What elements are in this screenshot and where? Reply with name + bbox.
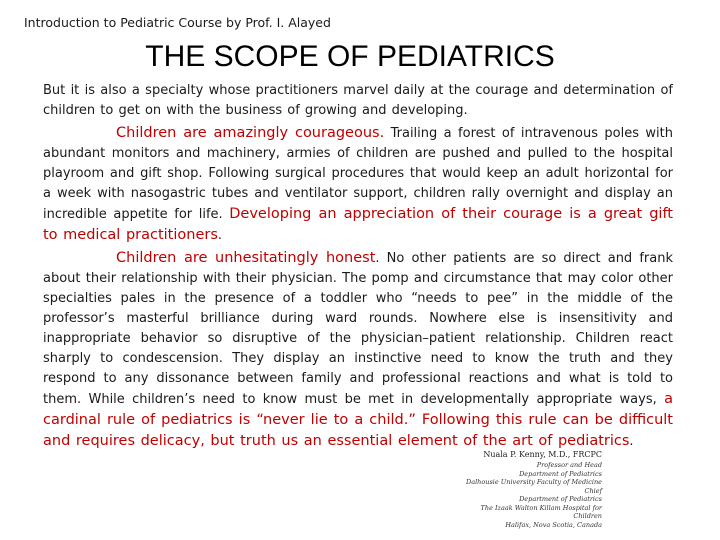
body-text bbox=[43, 81, 673, 452]
author-title-line: Professor and Head bbox=[536, 461, 602, 469]
author-name: Nuala P. Kenny, M.D., FRCPC bbox=[483, 450, 602, 459]
paragraph-intro: But it is also a specialty whose practitioners marvel daily at the courage and determination of children to get on with the business of growing and developing. bbox=[43, 83, 673, 118]
author-title-line: The Izaak Walton Killam Hospital for Children bbox=[480, 503, 602, 520]
honesty-heading: Children are unhesitatingly honest bbox=[116, 250, 376, 266]
author-title-line: Dalhousie University Faculty of Medicine bbox=[466, 478, 602, 486]
courage-heading: Children are amazingly courageous. bbox=[116, 125, 385, 141]
courage-emphasis: Developing an appreciation of their courage is a great gift to medical practitioners bbox=[43, 206, 673, 243]
honesty-text: . No other patients are so direct and frank about their relationship with their physician. The pomp and circumstance that may color other specialties pales in the presence of a toddler who “needs to pee” in the middle of the professor’s masterful brilliance during ward rounds. Nowhere else is insensitivity and inappropriate behavior so disruptive of the physician–patient relationship. Children react sharply to condescension. They display an instinctive need to know the truth and they respond to any dissonance between family and professional reactions and what is told to them. While children’s need to know must be met in developmentally appropriate ways, bbox=[43, 251, 673, 407]
paragraph-courage bbox=[43, 123, 673, 246]
courage-end: . bbox=[217, 228, 223, 243]
author-signature bbox=[462, 449, 602, 529]
paragraph-honesty bbox=[43, 248, 673, 452]
course-header: Introduction to Pediatric Course by Prof. I. Alayed bbox=[24, 15, 331, 30]
honesty-end: . bbox=[629, 434, 634, 449]
author-title-line: Halifax, Nova Scotia, Canada bbox=[505, 520, 602, 529]
author-title-line: Chief bbox=[584, 486, 602, 495]
page-title: THE SCOPE OF PEDIATRICS bbox=[145, 40, 555, 73]
author-title-line: Department of Pediatrics bbox=[519, 495, 602, 503]
honesty-emphasis: a cardinal rule of pediatrics is “never lie to a child.” Following this rule can be difficult and requires delicacy, but truth us an essential element of the art of pediatrics bbox=[43, 391, 673, 449]
author-title-line: Department of Pediatrics bbox=[519, 469, 602, 478]
courage-text: Trailing a forest of intravenous poles with abundant monitors and machinery, armies of children are pushed and pulled to the hospital playroom and gift shop. Following surgical procedures that would keep an adult horizontal for a week with nasogastric tubes and ventilator support, children rally overnight and display an incredible appetite for life. bbox=[43, 126, 673, 222]
